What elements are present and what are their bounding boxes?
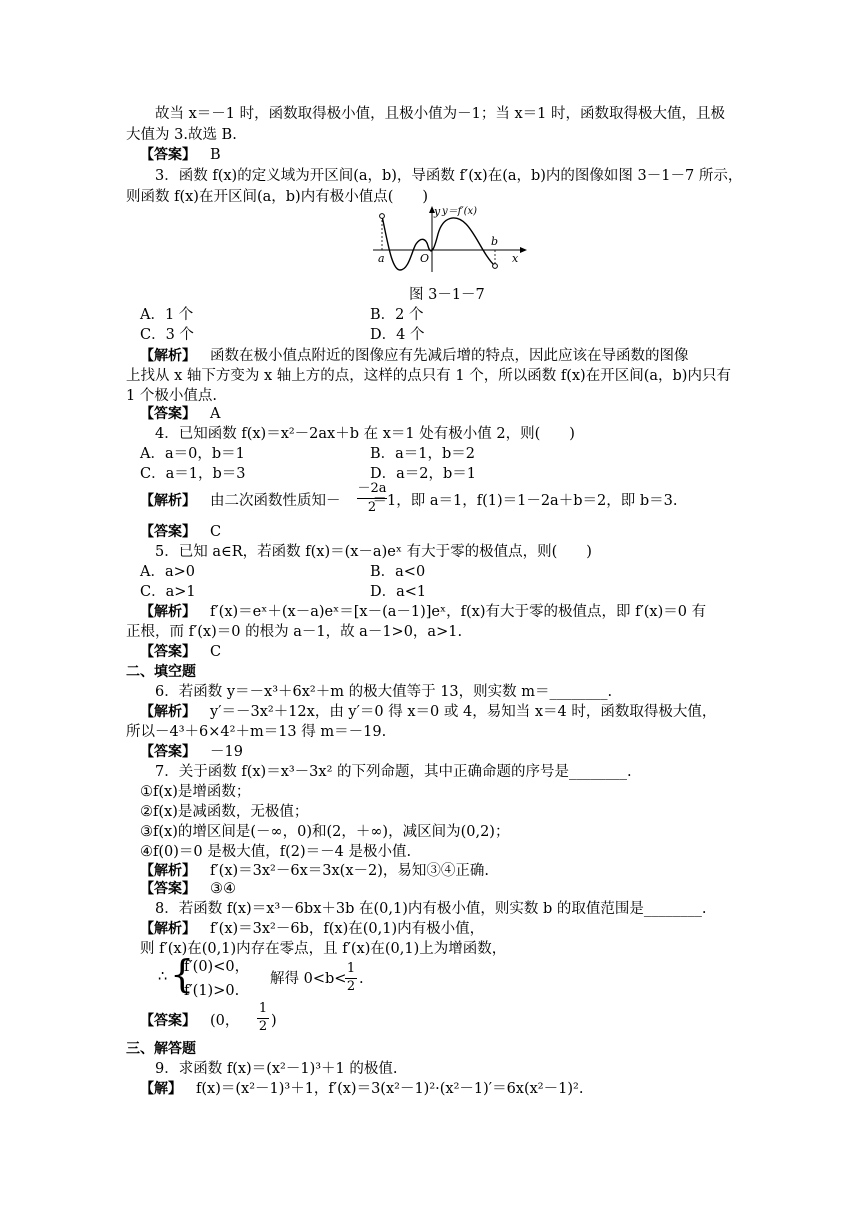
curve-label: y＝f′(x) [442,206,478,217]
fraction-numerator: －2a [357,481,387,496]
b-label: b [491,235,499,248]
analysis-label: 【解析】 [140,348,196,364]
text-line: 则 f′(x)在(0,1)内存在零点，且 f′(x)在(0,1)上为增函数， [140,941,507,957]
x-axis-arrow [520,247,527,253]
answer-value: (0， [210,1013,240,1029]
fraction-numerator: 1 [258,1001,268,1016]
question-3-line-1: 3．函数 f(x)的定义域为开区间(a，b)，导函数 f′(x)在(a，b)内的图像如图 3－1－7 所示， [155,168,743,184]
solution-line [140,1080,583,1098]
analysis-label: 【解析】 [140,704,196,720]
answer-line [140,523,221,541]
text-line: 故当 x＝－1 时，函数取得极小值，且极小值为－1；当 x＝1 时，函数取得极大值，且极 [155,106,725,122]
option-d: D．4 个 [370,327,425,343]
answer-line [140,743,243,761]
question-9: 9．求函数 f(x)＝(x²－1)³＋1 的极值. [155,1061,398,1077]
answer-label: 【答案】 [140,406,196,422]
analysis-label: 【解析】 [140,863,196,879]
system-inequality-2: f′(1)>0. [184,983,240,999]
section-heading: 三、解答题 [126,1041,196,1057]
answer-line [140,880,236,898]
answer-label: 【答案】 [140,524,196,540]
answer-label: 【答案】 [140,881,196,897]
analysis-line [140,492,677,510]
proposition-4: ④f(0)＝0 是极大值，f(2)＝－4 是极小值. [140,844,412,860]
analysis-text: ＝1，即 a＝1，f(1)＝1－2a＋b＝2，即 b＝3. [372,493,678,509]
answer-close-paren: ) [271,1013,277,1029]
analysis-line [140,703,716,721]
question-7: 7．关于函数 f(x)＝x³－3x² 的下列命题，其中正确命题的序号是________. [155,764,632,780]
analysis-line [140,920,484,938]
solution-label: 【解】 [140,1081,182,1097]
solution-text: f(x)＝(x²－1)³＋1，f′(x)＝3(x²－1)²·(x²－1)′＝6x(x²－1)². [196,1081,584,1097]
answer-value: C [210,524,222,540]
analysis-line [140,603,706,621]
analysis-text: y′＝－3x²＋12x，由 y′＝0 得 x＝0 或 4，易知当 x＝4 时，函数取得极大值， [210,704,717,720]
option-b: B．a<0 [370,564,426,580]
option-b: B．a＝1，b＝2 [370,446,476,462]
answer-value: A [210,406,221,422]
text-line: 正根，而 f′(x)＝0 的根为 a－1，故 a－1>0，a>1. [126,624,463,640]
derivative-curve [382,216,495,270]
option-c: C．3 个 [140,327,194,343]
origin-label: O [420,252,430,265]
answer-label: 【答案】 [140,1013,196,1029]
answer-line [140,405,220,423]
answer-line [140,643,221,661]
proposition-1: ①f(x)是增函数； [140,784,251,800]
question-5: 5．已知 a∈R，若函数 f(x)＝(x－a)eˣ 有大于零的极值点，则( ) [155,544,592,560]
answer-value: C [210,644,222,660]
answer-line [140,146,221,164]
therefore-symbol: ∴ [158,969,168,985]
answer-label: 【答案】 [140,644,196,660]
answer-value: ③④ [210,881,236,897]
period: . [359,971,364,987]
answer-label: 【答案】 [140,744,196,760]
option-a: A．1 个 [140,307,194,323]
y-axis-label: y [434,205,441,218]
analysis-text: f′(x)＝eˣ＋(x－a)eˣ＝[x－(a－1)]eˣ，f(x)有大于零的极值点，即 f′(x)＝0 有 [210,604,707,620]
analysis-label: 【解析】 [140,604,196,620]
analysis-line [140,862,489,880]
fraction-denominator: 2 [258,1019,268,1034]
answer-value: B [210,147,221,163]
analysis-label: 【解析】 [140,921,196,937]
answer-label: 【答案】 [140,147,196,163]
proposition-3: ③f(x)的增区间是(－∞，0)和(2，＋∞)，减区间为(0,2)； [140,824,510,840]
answer-line [140,1012,239,1030]
open-endpoint-a [380,214,385,219]
option-c: C．a>1 [140,584,196,600]
option-a: A．a＝0，b＝1 [140,446,245,462]
derivative-graph-figure [370,204,530,274]
question-3-line-2: 则函数 f(x)在开区间(a，b)内有极小值点( ) [126,189,429,205]
system-inequality-1: f′(0)<0， [184,959,250,975]
open-endpoint-b [493,264,498,269]
analysis-label: 【解析】 [140,493,196,509]
analysis-text: 由二次函数性质知－ [210,493,341,509]
option-a: A．a>0 [140,564,195,580]
text-line: 所以－4³＋6×4²＋m＝13 得 m＝－19. [126,724,387,740]
analysis-text: f′(x)＝3x²－6b，f(x)在(0,1)内有极小值， [210,921,485,937]
section-heading: 二、填空题 [126,664,196,680]
figure-caption: 图 3－1－7 [409,287,485,303]
option-c: C．a＝1，b＝3 [140,466,246,482]
text-line: 上找从 x 轴下方变为 x 轴上方的点，这样的点只有 1 个，所以函数 f(x)在开区间(a，b)内只有 [126,368,731,384]
answer-value: －19 [210,744,243,760]
x-axis-label: x [512,252,519,265]
question-4: 4．已知函数 f(x)＝x²－2ax＋b 在 x＝1 处有极小值 2，则( ) [155,426,575,442]
fraction-numerator: 1 [346,961,356,976]
question-6: 6．若函数 y＝－x³＋6x²＋m 的极大值等于 13，则实数 m＝________. [155,684,613,700]
analysis-line [140,347,689,365]
system-brace: { [170,952,195,996]
fraction-denominator: 2 [346,979,356,994]
option-d: D．a<1 [370,584,427,600]
solution-text: 解得 0<b< [270,971,347,987]
a-label: a [378,252,385,265]
question-8: 8．若函数 f(x)＝x³－6bx＋3b 在(0,1)内有极小值，则实数 b 的取值范围是________. [155,901,707,917]
proposition-2: ②f(x)是减函数，无极值； [140,804,309,820]
option-d: D．a＝2，b＝1 [370,466,477,482]
fraction-denominator: 2 [367,500,377,515]
analysis-text: 函数在极小值点附近的图像应有先减后增的特点，因此应该在导函数的图像 [210,348,689,364]
analysis-text: f′(x)＝3x²－6x＝3x(x－2)，易知③④正确. [210,863,489,879]
text-line: 大值为 3.故选 B. [126,127,237,143]
fraction-bar [357,498,387,499]
text-line: 1 个极小值点. [126,388,217,404]
option-b: B．2 个 [370,307,424,323]
